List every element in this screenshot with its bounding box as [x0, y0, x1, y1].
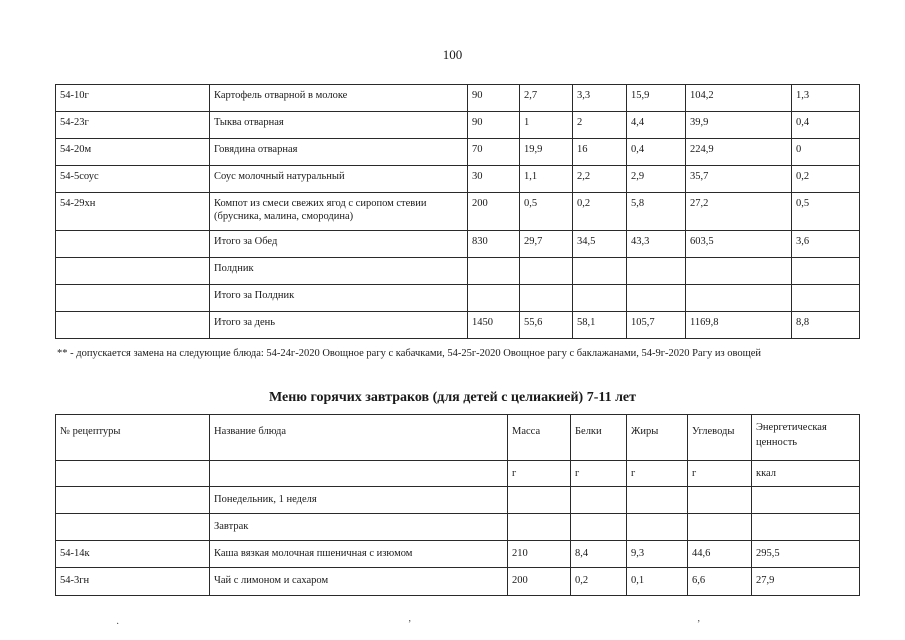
- unit-mass: г: [508, 461, 571, 487]
- cell-code: [56, 312, 210, 339]
- cell-protein: 0,2: [571, 568, 627, 596]
- page-number: 100: [442, 47, 463, 62]
- cell-name: Итого за день: [210, 312, 468, 339]
- unit-carbs: г: [688, 461, 752, 487]
- table-row: [56, 85, 860, 112]
- table-row: [56, 166, 860, 193]
- cell-protein: 1: [520, 112, 573, 139]
- cell-protein: 19,9: [520, 139, 573, 166]
- cell-extra: 0,5: [792, 193, 860, 231]
- table-row: [56, 514, 860, 541]
- cell-energy: 224,9: [686, 139, 792, 166]
- cell-mass: 200: [468, 193, 520, 231]
- cell-code: [56, 285, 210, 312]
- cell-protein: 1,1: [520, 166, 573, 193]
- header-mass: Масса: [508, 415, 571, 461]
- cell-fat: 2: [573, 112, 627, 139]
- cell-carbs: [627, 285, 686, 312]
- table-header-row: [56, 415, 860, 461]
- cell-protein: 2,7: [520, 85, 573, 112]
- cell-code: 54-29хн: [56, 193, 210, 231]
- cell-name: Тыква отварная: [210, 112, 468, 139]
- cell-energy: 104,2: [686, 85, 792, 112]
- cell-carbs: 5,8: [627, 193, 686, 231]
- cell-extra: 8,8: [792, 312, 860, 339]
- cell-energy: [752, 514, 860, 541]
- cell-carbs: [688, 487, 752, 514]
- cell-protein: [520, 285, 573, 312]
- cell-extra: 3,6: [792, 231, 860, 258]
- cell-energy: 295,5: [752, 541, 860, 568]
- cell-name: Итого за Полдник: [210, 285, 468, 312]
- cell-carbs: 2,9: [627, 166, 686, 193]
- header-name: Название блюда: [210, 415, 508, 461]
- cell-energy: 27,2: [686, 193, 792, 231]
- cell-code: 54-14к: [56, 541, 210, 568]
- cell-mass: 210: [508, 541, 571, 568]
- cell-name: Говядина отварная: [210, 139, 468, 166]
- cell-carbs: 0,4: [627, 139, 686, 166]
- table-row: [56, 541, 860, 568]
- cell-code: 54-10г: [56, 85, 210, 112]
- cell-energy: [686, 285, 792, 312]
- cell-name: Завтрак: [210, 514, 508, 541]
- unit-code: [56, 461, 210, 487]
- cell-fat: 16: [573, 139, 627, 166]
- replacement-note: ** - допускается замена на следующие блюда: 54-24г-2020 Овощное рагу с кабачками, 54-25г-2020 Овощное рагу с баклажанами, 54-9г-2020 Рагу из овощей: [57, 348, 761, 359]
- cell-fat: 2,2: [573, 166, 627, 193]
- unit-name: [210, 461, 508, 487]
- cell-name: Картофель отварной в молоке: [210, 85, 468, 112]
- nutrition-table-lunch: [55, 84, 860, 339]
- cell-mass: 200: [508, 568, 571, 596]
- unit-protein: г: [571, 461, 627, 487]
- nutrition-table-breakfast: [55, 414, 860, 596]
- cell-protein: [520, 258, 573, 285]
- cell-mass: 90: [468, 85, 520, 112]
- cell-carbs: 105,7: [627, 312, 686, 339]
- cell-name: Компот из смеси свежих ягод с сиропом стевии (брусника, малина, смородина): [210, 193, 468, 231]
- cell-extra: 0,4: [792, 112, 860, 139]
- header-protein: Белки: [571, 415, 627, 461]
- cell-extra: 0,2: [792, 166, 860, 193]
- cell-extra: [792, 258, 860, 285]
- cell-name: Полдник: [210, 258, 468, 285]
- cell-carbs: 6,6: [688, 568, 752, 596]
- cell-protein: 8,4: [571, 541, 627, 568]
- cell-energy: [752, 487, 860, 514]
- cell-name: Понедельник, 1 неделя: [210, 487, 508, 514]
- cell-fat: 34,5: [573, 231, 627, 258]
- table-row: [56, 258, 860, 285]
- cell-energy: 1169,8: [686, 312, 792, 339]
- cell-fat: [627, 487, 688, 514]
- cell-code: [56, 258, 210, 285]
- unit-fat: г: [627, 461, 688, 487]
- cell-name: Соус молочный натуральный: [210, 166, 468, 193]
- cell-name: Каша вязкая молочная пшеничная с изюмом: [210, 541, 508, 568]
- cell-mass: [468, 258, 520, 285]
- cell-energy: [686, 258, 792, 285]
- cell-code: [56, 514, 210, 541]
- table-row: [56, 487, 860, 514]
- table-units-row: [56, 461, 860, 487]
- cell-mass: 1450: [468, 312, 520, 339]
- cell-fat: [627, 514, 688, 541]
- cell-fat: 9,3: [627, 541, 688, 568]
- unit-energy: ккал: [752, 461, 860, 487]
- cell-code: 54-3гн: [56, 568, 210, 596]
- cell-protein: [571, 487, 627, 514]
- table-row: [56, 193, 860, 231]
- cell-carbs: 43,3: [627, 231, 686, 258]
- table-row: [56, 312, 860, 339]
- header-energy: Энергетическая ценность: [752, 415, 860, 461]
- cell-mass: [508, 487, 571, 514]
- cell-fat: [573, 258, 627, 285]
- table-row: [56, 568, 860, 596]
- table-row: [56, 231, 860, 258]
- cell-carbs: 4,4: [627, 112, 686, 139]
- cell-extra: 0: [792, 139, 860, 166]
- cell-name: Чай с лимоном и сахаром: [210, 568, 508, 596]
- cell-protein: 29,7: [520, 231, 573, 258]
- scan-speck: ʼ: [408, 619, 412, 630]
- header-code: № рецептуры: [56, 415, 210, 461]
- cell-carbs: 15,9: [627, 85, 686, 112]
- cell-protein: 55,6: [520, 312, 573, 339]
- cell-fat: 0,2: [573, 193, 627, 231]
- cell-fat: 3,3: [573, 85, 627, 112]
- cell-mass: [508, 514, 571, 541]
- cell-mass: 830: [468, 231, 520, 258]
- table-row: [56, 112, 860, 139]
- section-title: Меню горячих завтраков (для детей с целиакией) 7-11 лет: [268, 390, 637, 405]
- cell-carbs: 44,6: [688, 541, 752, 568]
- scan-speck: ʼ: [697, 619, 701, 630]
- cell-fat: 58,1: [573, 312, 627, 339]
- scan-speck: ·: [116, 619, 120, 630]
- cell-mass: [468, 285, 520, 312]
- cell-carbs: [688, 514, 752, 541]
- cell-mass: 70: [468, 139, 520, 166]
- cell-fat: 0,1: [627, 568, 688, 596]
- cell-code: 54-20м: [56, 139, 210, 166]
- table-row: [56, 285, 860, 312]
- cell-fat: [573, 285, 627, 312]
- cell-energy: 603,5: [686, 231, 792, 258]
- cell-name: Итого за Обед: [210, 231, 468, 258]
- header-fat: Жиры: [627, 415, 688, 461]
- cell-carbs: [627, 258, 686, 285]
- cell-code: [56, 231, 210, 258]
- cell-protein: 0,5: [520, 193, 573, 231]
- table-row: [56, 139, 860, 166]
- cell-code: [56, 487, 210, 514]
- cell-energy: 35,7: [686, 166, 792, 193]
- cell-extra: [792, 285, 860, 312]
- cell-extra: 1,3: [792, 85, 860, 112]
- cell-mass: 30: [468, 166, 520, 193]
- cell-code: 54-23г: [56, 112, 210, 139]
- cell-code: 54-5соус: [56, 166, 210, 193]
- cell-mass: 90: [468, 112, 520, 139]
- cell-protein: [571, 514, 627, 541]
- cell-energy: 39,9: [686, 112, 792, 139]
- header-carbs: Углеводы: [688, 415, 752, 461]
- cell-energy: 27,9: [752, 568, 860, 596]
